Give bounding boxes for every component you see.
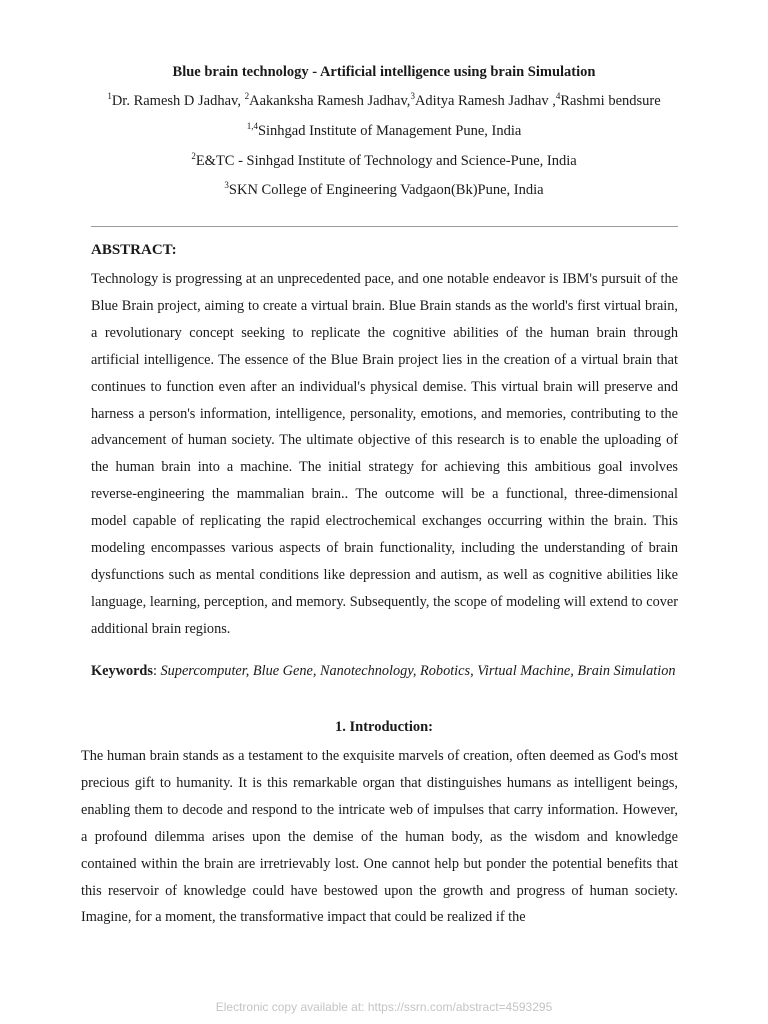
keywords-separator: :	[152, 663, 161, 679]
keywords-block	[91, 662, 678, 682]
author-1-name: Dr. Ramesh D Jadhav,	[111, 93, 245, 109]
author-1-sup: 1	[107, 91, 112, 101]
affiliation-1-sup: 1,4	[246, 121, 258, 131]
author-line	[0, 93, 768, 110]
affiliation-3-sup: 3	[224, 180, 229, 190]
ssrn-footer: Electronic copy available at: https://ssrn.com/abstract=4593295	[215, 1000, 553, 1014]
author-2-name: Aakanksha Ramesh Jadhav,	[249, 93, 411, 109]
header-divider	[91, 226, 678, 227]
introduction-body: The human brain stands as a testament to the exquisite marvels of creation, often deemed as God's most precious gift to humanity. It is this remarkable organ that distinguishes humans as intelligent beings, enabling them to decode and respond to the intricate web of impulses that carry information. However, a profound dilemma arises upon the demise of the human body, as the wisdom and knowledge contained within the brain are irretrievably lost. One cannot help but ponder the potential benefits that this reservoir of knowledge could have bestowed upon the growth and progress of human society. Imagine, for a moment, the transformative impact that could be realized if the	[81, 748, 678, 926]
affiliation-3-text: SKN College of Engineering Vadgaon(Bk)Pune, India	[228, 182, 544, 198]
affiliation-2-text: E&TC - Sinhgad Institute of Technology and Science-Pune, India	[195, 153, 577, 169]
affiliation-1	[0, 123, 768, 140]
abstract-heading: ABSTRACT:	[91, 242, 177, 258]
keywords-values: Supercomputer, Blue Gene, Nanotechnology, Robotics, Virtual Machine, Brain Simulation	[160, 663, 676, 679]
author-2-sup: 2	[244, 91, 250, 101]
author-4-sup: 4	[555, 91, 561, 101]
section-heading-introduction: 1. Introduction:	[334, 719, 434, 735]
abstract-body: Technology is progressing at an unprecedented pace, and one notable endeavor is IBM's pursuit of the Blue Brain project, aiming to create a virtual brain. Blue Brain stands as the world's first virtual brain, a revolutionary concept seeking to replicate the cognitive abilities of the human brain through artificial intelligence. The essence of the Blue Brain project lies in the creation of a virtual brain that continues to function even after an individual's physical demise. This virtual brain will preserve and harness a person's information, intelligence, personality, emotions, and memories, contributing to the advancement of human society. The ultimate objective of this research is to enable the uploading of the human brain into a machine. The initial strategy for achieving this ambitious goal involves reverse-engineering the mammalian brain.. The outcome will be a functional, three-dimensional model capable of replicating the rapid electrochemical exchanges occurring within the brain. This modeling encompasses various aspects of brain functionality, including the understanding of brain dysfunctions such as mental conditions like depression and autism, as well as cognitive abilities like language, learning, perception, and memory. Subsequently, the scope of modeling will extend to cover additional brain regions.	[91, 271, 678, 637]
paper-title: Blue brain technology - Artificial intelligence using brain Simulation	[172, 64, 596, 80]
affiliation-1-text: Sinhgad Institute of Management Pune, India	[257, 123, 522, 139]
affiliation-2	[0, 153, 768, 170]
author-4-name: Rashmi bendsure	[560, 93, 661, 109]
keywords-label: Keywords	[91, 663, 153, 679]
author-3-sup: 3	[410, 91, 415, 101]
author-3-name: Aditya Ramesh Jadhav ,	[414, 93, 556, 109]
affiliation-2-sup: 2	[191, 151, 196, 161]
affiliation-3	[0, 182, 768, 199]
